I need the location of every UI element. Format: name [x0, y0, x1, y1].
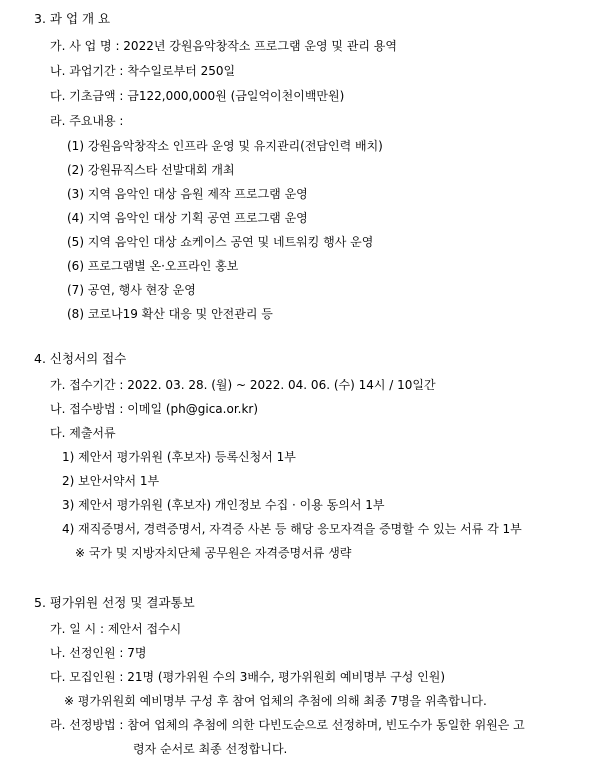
s3-list-item: (1) 강원음악창작소 인프라 운영 및 유지관리(전담인력 배치) [67, 139, 383, 153]
s3-list-item: (3) 지역 음악인 대상 음원 제작 프로그램 운영 [67, 187, 308, 201]
s4-document-item: 4) 재직증명서, 경력증명서, 자격증 사본 등 해당 응모자격을 증명할 수 있는 서류 각 1부 [62, 522, 522, 536]
s3-list-item: (2) 강원뮤직스타 선발대회 개최 [67, 163, 235, 177]
s4-note: ※ 국가 및 지방자치단체 공무원은 자격증명서류 생략 [75, 546, 352, 560]
s3-project-name: 가. 사 업 명 : 2022년 강원음악창작소 프로그램 운영 및 관리 용역 [50, 39, 397, 53]
s3-main-content-label: 라. 주요내용 : [50, 114, 124, 128]
s5-note: ※ 평가위원회 예비명부 구성 후 참여 업체의 추첨에 의해 최종 7명을 위촉합니다. [64, 694, 487, 708]
s4-documents-label: 다. 제출서류 [50, 426, 116, 440]
s3-list-item: (6) 프로그램별 온·오프라인 홍보 [67, 259, 239, 273]
section-3-title: 3. 과 업 개 요 [34, 11, 111, 26]
s5-recruit-count: 다. 모집인원 : 21명 (평가위원 수의 3배수, 평가위원회 예비명부 구성 인원) [50, 670, 446, 684]
s3-list-item: (8) 코로나19 확산 대응 및 안전관리 등 [67, 307, 273, 321]
s4-document-item: 3) 제안서 평가위원 (후보자) 개인정보 수집 · 이용 동의서 1부 [62, 498, 385, 512]
s5-date: 가. 일 시 : 제안서 접수시 [50, 622, 182, 636]
s3-base-amount: 다. 기초금액 : 금122,000,000원 (금일억이천이백만원) [50, 89, 345, 103]
s5-selection-method: 라. 선정방법 : 참여 업체의 추첨에 의한 다빈도순으로 선정하며, 빈도수가 동일한 위원은 고 [50, 718, 525, 732]
s3-period: 나. 과업기간 : 착수일로부터 250일 [50, 64, 236, 78]
section-5-title: 5. 평가위원 선정 및 결과통보 [34, 595, 195, 610]
s4-period: 가. 접수기간 : 2022. 03. 28. (월) ~ 2022. 04. 06. (수) 14시 / 10일간 [50, 378, 436, 392]
s3-list-item: (7) 공연, 행사 현장 운영 [67, 283, 196, 297]
section-4-title: 4. 신청서의 접수 [34, 351, 127, 366]
s3-list-item: (5) 지역 음악인 대상 쇼케이스 공연 및 네트워킹 행사 운영 [67, 235, 374, 249]
s4-document-item: 2) 보안서약서 1부 [62, 474, 160, 488]
s4-method: 나. 접수방법 : 이메일 (ph@gica.or.kr) [50, 402, 259, 416]
s5-selection-method-cont: 령자 순서로 최종 선정합니다. [133, 742, 288, 756]
s3-list-item: (4) 지역 음악인 대상 기획 공연 프로그램 운영 [67, 211, 308, 225]
s4-document-item: 1) 제안서 평가위원 (후보자) 등록신청서 1부 [62, 450, 296, 464]
s5-selected-count: 나. 선정인원 : 7명 [50, 646, 147, 660]
